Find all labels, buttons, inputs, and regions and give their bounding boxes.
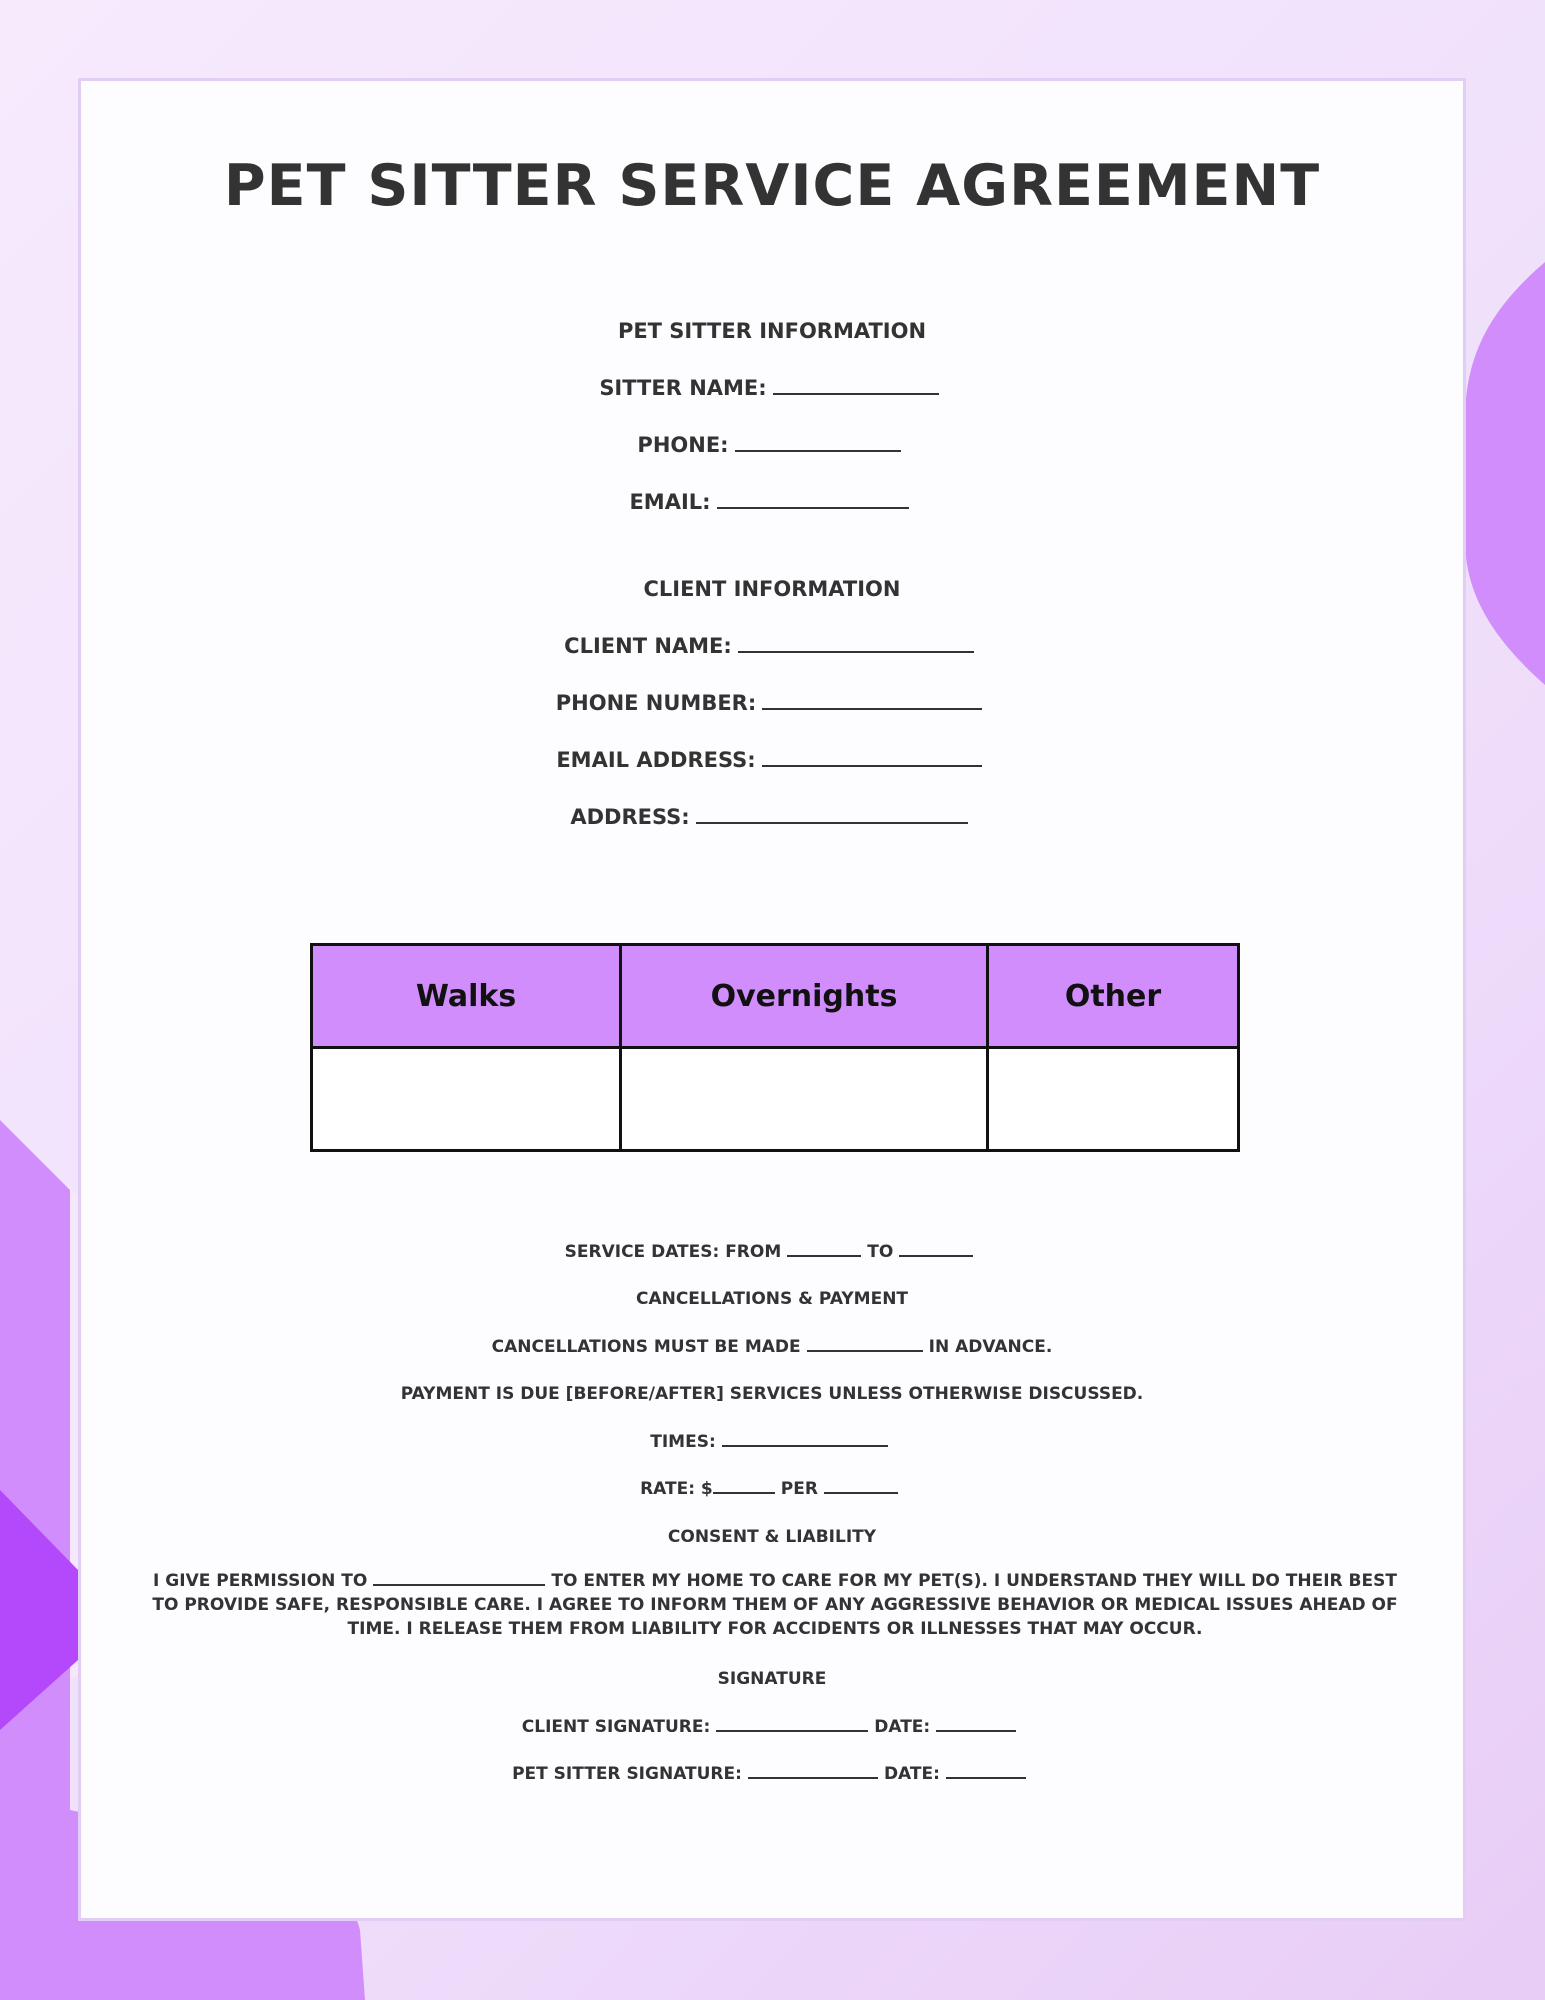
client-signature-row bbox=[81, 1717, 1463, 1737]
client-name-label: CLIENT NAME: bbox=[564, 634, 732, 658]
client-email-row bbox=[81, 748, 1463, 772]
services-entry-row bbox=[312, 1048, 1239, 1151]
consent-body: TO ENTER MY HOME TO CARE FOR MY PET(S). I UNDERSTAND THEY WILL DO THEIR BEST TO PROVIDE SAFE, RESPONSIBLE CARE. I AGREE TO INFORM THEM OF ANY AGGRESSIVE BEHAVIOR OR MEDICAL ISSUES AHEAD OF TIME. I RELEASE THEM FROM LIABILITY FOR ACCIDENTS OR ILLNESSES THAT MAY OCCUR. bbox=[152, 1571, 1398, 1639]
agreement-page bbox=[78, 78, 1466, 1921]
sitter-phone-row bbox=[81, 433, 1463, 457]
sitter-signature-blank[interactable] bbox=[748, 1775, 878, 1779]
sitter-signature-label: PET SITTER SIGNATURE: bbox=[512, 1764, 742, 1784]
times-blank[interactable] bbox=[722, 1443, 888, 1447]
rate-blank[interactable] bbox=[713, 1490, 775, 1494]
rate-per-blank[interactable] bbox=[824, 1490, 898, 1494]
sitter-info-heading: PET SITTER INFORMATION bbox=[617, 319, 927, 343]
right-purple-blob bbox=[1465, 262, 1545, 685]
signature-heading: SIGNATURE bbox=[717, 1669, 827, 1689]
cancellations-heading: CANCELLATIONS & PAYMENT bbox=[635, 1289, 909, 1309]
consent-paragraph bbox=[141, 1569, 1409, 1641]
client-name-blank[interactable] bbox=[738, 649, 974, 653]
rate-row bbox=[81, 1479, 1463, 1499]
page-title: PET SITTER SERVICE AGREEMENT bbox=[223, 153, 1321, 219]
client-name-row bbox=[81, 634, 1463, 658]
services-header-row bbox=[312, 945, 1239, 1048]
services-table bbox=[310, 943, 1240, 1152]
client-email-blank[interactable] bbox=[762, 763, 982, 767]
cancellation-advance-suffix: IN ADVANCE. bbox=[928, 1337, 1053, 1357]
client-phone-row bbox=[81, 691, 1463, 715]
walks-cell[interactable] bbox=[312, 1048, 621, 1151]
consent-prefix: I GIVE PERMISSION TO bbox=[153, 1571, 368, 1591]
client-signature-label: CLIENT SIGNATURE: bbox=[521, 1717, 711, 1737]
sitter-phone-blank[interactable] bbox=[735, 448, 901, 452]
overnights-header: Overnights bbox=[621, 945, 988, 1048]
other-cell[interactable] bbox=[988, 1048, 1239, 1151]
client-address-label: ADDRESS: bbox=[570, 805, 690, 829]
cancellation-advance-row bbox=[81, 1337, 1463, 1357]
sitter-email-blank[interactable] bbox=[717, 505, 909, 509]
sitter-name-row bbox=[81, 376, 1463, 400]
service-dates-from-blank[interactable] bbox=[787, 1253, 861, 1257]
client-email-label: EMAIL ADDRESS: bbox=[556, 748, 756, 772]
client-phone-blank[interactable] bbox=[762, 706, 982, 710]
walks-header: Walks bbox=[312, 945, 621, 1048]
rate-per-label: PER bbox=[780, 1479, 818, 1499]
sitter-name-blank[interactable] bbox=[773, 391, 939, 395]
client-signature-blank[interactable] bbox=[716, 1728, 868, 1732]
client-info-heading: CLIENT INFORMATION bbox=[643, 577, 901, 601]
service-dates-from-label: SERVICE DATES: FROM bbox=[564, 1242, 782, 1262]
times-row bbox=[81, 1432, 1463, 1452]
sitter-signature-date-blank[interactable] bbox=[946, 1775, 1026, 1779]
sitter-signature-row bbox=[81, 1764, 1463, 1784]
sitter-name-label: SITTER NAME: bbox=[599, 376, 767, 400]
client-signature-date-label: DATE: bbox=[874, 1717, 931, 1737]
service-dates-row bbox=[81, 1242, 1463, 1262]
consent-heading: CONSENT & LIABILITY bbox=[667, 1527, 877, 1547]
sitter-email-row bbox=[81, 490, 1463, 514]
client-signature-date-blank[interactable] bbox=[936, 1728, 1016, 1732]
times-label: TIMES: bbox=[650, 1432, 716, 1452]
consent-name-blank[interactable] bbox=[373, 1582, 545, 1586]
sitter-signature-date-label: DATE: bbox=[883, 1764, 940, 1784]
payment-due-text: PAYMENT IS DUE [BEFORE/AFTER] SERVICES UNLESS OTHERWISE DISCUSSED. bbox=[400, 1384, 1144, 1404]
client-address-row bbox=[81, 805, 1463, 829]
sitter-email-label: EMAIL: bbox=[629, 490, 711, 514]
client-phone-label: PHONE NUMBER: bbox=[555, 691, 757, 715]
service-dates-to-blank[interactable] bbox=[899, 1253, 973, 1257]
rate-label: RATE: $ bbox=[640, 1479, 713, 1499]
cancellation-advance-prefix: CANCELLATIONS MUST BE MADE bbox=[491, 1337, 801, 1357]
overnights-cell[interactable] bbox=[621, 1048, 988, 1151]
other-header: Other bbox=[988, 945, 1239, 1048]
sitter-phone-label: PHONE: bbox=[637, 433, 729, 457]
cancellation-advance-blank[interactable] bbox=[807, 1348, 923, 1352]
service-dates-to-label: TO bbox=[867, 1242, 894, 1262]
client-address-blank[interactable] bbox=[696, 820, 968, 824]
